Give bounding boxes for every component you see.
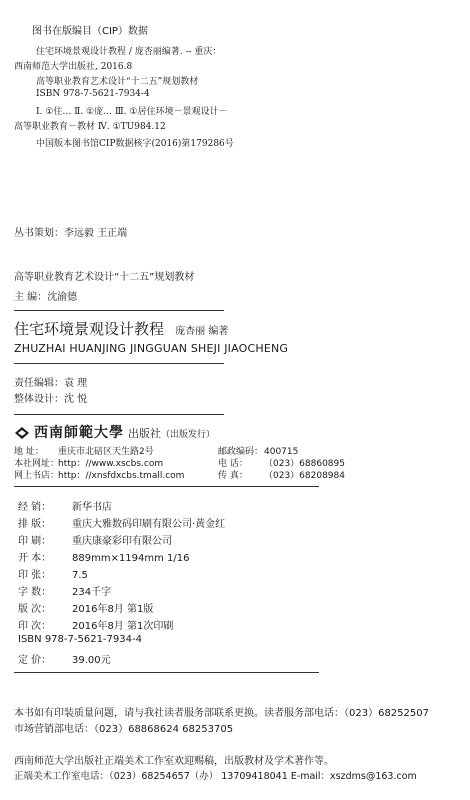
divider <box>14 486 319 487</box>
spec-value: 39.00元 <box>72 655 111 666</box>
publisher-logo-row <box>14 422 215 442</box>
divider <box>14 414 224 415</box>
book-title: 住宅环境景观设计教程 <box>14 320 165 338</box>
staff-value: 沈 悦 <box>64 394 88 405</box>
spec-value: 重庆康豪彩印有限公司 <box>72 536 172 547</box>
spec-label: 印 刷： <box>18 536 52 547</box>
cip-line: Ⅰ. ①住… Ⅱ. ①庞… Ⅲ. ①居住环境－景观设计－ <box>36 107 228 117</box>
spec-label: 印 次： <box>18 621 52 632</box>
studio-contact: 正端美术工作室电话：（023）68254657（办） 13709418041 E-mail：xszdms@163.com <box>14 771 417 782</box>
spec-value: 2016年8月 第1版 <box>72 604 154 615</box>
chief-editor-label: 主 编： <box>14 292 48 303</box>
spec-row <box>18 549 190 564</box>
book-title-pinyin: ZHUZHAI HUANJING JINGGUAN SHEJI JIAOCHENG <box>14 342 289 355</box>
phone-label: 电 话： <box>218 459 248 469</box>
series-name: 高等职业教育艺术设计“十二五”规划教材 <box>14 272 195 283</box>
publisher-fax <box>218 468 345 481</box>
staff-label: 整体设计： <box>14 394 64 405</box>
spec-label: 版 次： <box>18 604 52 615</box>
cip-header: 图书在版编目（CIP）数据 <box>32 26 148 37</box>
staff-row <box>14 374 87 389</box>
publisher-emblem-icon <box>14 426 30 440</box>
spec-row <box>18 498 112 513</box>
spec-value: 889mm×1194mm 1/16 <box>72 553 190 564</box>
spec-label: 开 本： <box>18 553 52 564</box>
postcode-label: 邮政编码： <box>218 447 264 457</box>
chief-editor-name: 沈渝德 <box>47 292 78 303</box>
staff-value: 袁 理 <box>64 378 88 389</box>
cip-line: 高等职业教育－教材 Ⅳ. ①TU984.12 <box>14 122 166 132</box>
cip-line: ISBN 978-7-5621-7934-4 <box>36 89 150 99</box>
cip-line: 住宅环境景观设计教程 / 庞杏丽编著. -- 重庆： <box>36 47 222 57</box>
publisher-logo-text: 西南師範大學 <box>34 425 124 441</box>
website-value[interactable]: http：//www.xscbs.com <box>58 459 164 469</box>
staff-row <box>14 390 87 405</box>
series-planning: 丛书策划：李远毅 王正端 <box>14 228 128 239</box>
shop-label: 网上书店： <box>14 471 60 481</box>
address-value: 重庆市北碚区天生路2号 <box>58 447 154 457</box>
phone-value: （023）68860895 <box>264 459 345 469</box>
fax-label: 传 真： <box>218 471 248 481</box>
spec-label: 印 张： <box>18 570 52 581</box>
chief-editor <box>14 288 77 303</box>
spec-row <box>18 566 88 581</box>
divider <box>14 672 319 673</box>
publisher-name-suffix: 出版社 <box>128 427 161 440</box>
isbn-value: ISBN 978-7-5621-7934-4 <box>18 634 142 645</box>
spec-row <box>18 651 111 666</box>
divider <box>14 310 224 311</box>
divider <box>14 363 224 364</box>
spec-row <box>18 617 173 632</box>
isbn <box>18 634 142 645</box>
website-label: 本社网址： <box>14 459 60 469</box>
spec-value: 7.5 <box>72 570 88 581</box>
spec-label: 定 价： <box>18 655 52 666</box>
marketing-notice: 市场营销部电话：（023）68868624 68253705 <box>14 724 234 735</box>
cip-line: 中国版本图书馆CIP数据核字(2016)第179286号 <box>36 139 234 149</box>
service-notice: 本书如有印装质量问题，请与我社读者服务部联系更换。读者服务部电话：（023）68252507 <box>14 708 429 719</box>
spec-value: 新华书店 <box>72 502 112 513</box>
spec-row <box>18 583 111 598</box>
staff-label: 责任编辑： <box>14 378 64 389</box>
spec-label: 字 数： <box>18 587 52 598</box>
spec-label: 排 版： <box>18 519 52 530</box>
cip-line: 高等职业教育艺术设计“十二五”规划教材 <box>36 77 199 87</box>
fax-value: （023）68208984 <box>264 471 345 481</box>
shop-value[interactable]: http：//xnsfdxcbs.tmall.com <box>58 471 185 481</box>
spec-row <box>18 532 172 547</box>
spec-value: 234千字 <box>72 587 112 598</box>
spec-label: 经 销： <box>18 502 52 513</box>
spec-row <box>18 600 153 615</box>
publisher-shop <box>14 468 184 481</box>
studio-notice: 西南师范大学出版社正端美术工作室欢迎赐稿，出版教材及学术著作等。 <box>14 756 334 767</box>
address-label: 地 址： <box>14 447 44 457</box>
book-author: 庞杏丽 编著 <box>175 326 229 337</box>
cip-line: 西南师范大学出版社, 2016.8 <box>14 62 133 72</box>
spec-row <box>18 515 225 530</box>
spec-value: 重庆大雅数码印刷有限公司·黄金红 <box>72 519 226 530</box>
book-title-row <box>14 318 228 339</box>
spec-value: 2016年8月 第1次印刷 <box>72 621 174 632</box>
publisher-issue-note: （出版发行） <box>161 430 216 440</box>
postcode-value: 400715 <box>264 447 299 457</box>
